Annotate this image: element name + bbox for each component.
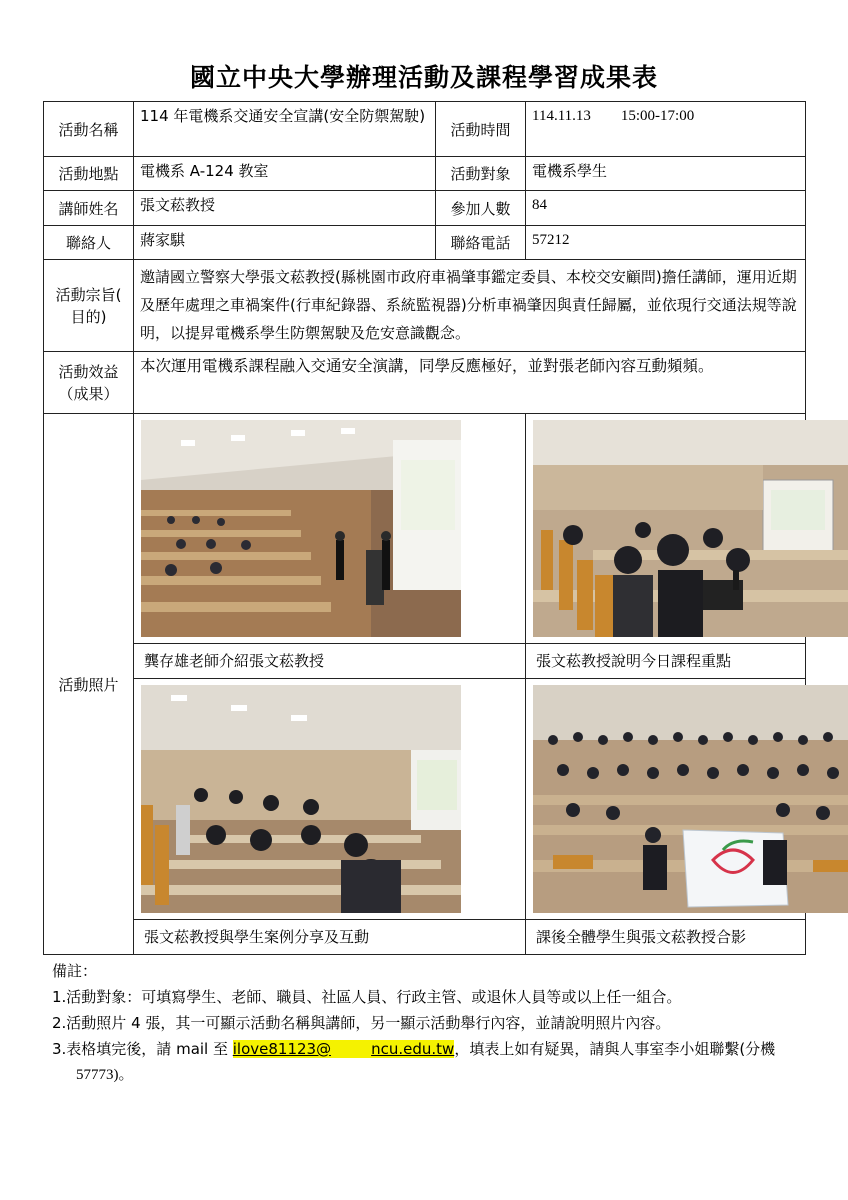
location-value: 電機系 A-124 教室 [134,157,436,191]
note-item-3-line2: 57773)。 [76,1067,134,1083]
contact-value: 蔣家騏 [134,226,436,260]
photo-3 [141,685,461,913]
note-item-3 [52,1036,812,1062]
results-form-table [43,101,806,955]
lecturer-value: 張文菘教授 [134,191,436,226]
location-label: 活動地點 [44,157,134,191]
activity-time-value: 114.11.13 15:00-17:00 [526,102,806,157]
benefit-label-line2: （成果） [58,384,119,403]
photo-cell-1 [134,414,526,679]
lecture-hall-photo-2 [533,420,848,637]
benefit-value: 本次運用電機系課程融入交通安全演講，同學反應極好，並對張老師內容互動頻頻。 [134,352,806,414]
purpose-label [44,260,134,352]
purpose-label-line1: 活動宗旨( [55,285,122,304]
participants-label: 參加人數 [436,191,526,226]
note-item-3-suffix: ，填表上如有疑異，請與人事室李小姐聯繫(分機 [454,1040,776,1058]
photo-2 [533,420,848,637]
lecturer-label: 講師姓名 [44,191,134,226]
benefit-label-line1: 活動效益 [58,362,119,381]
benefit-label [44,352,134,414]
photo-1 [141,420,461,637]
activity-name-value: 114 年電機系交通安全宣講(安全防禦駕駛) [134,102,436,157]
note-item-2: 2.活動照片 4 張，其一可顯示活動名稱與講師，另一顯示活動舉行內容，並請說明照片內容。 [52,1014,671,1032]
photo-4-caption: 課後全體學生與張文菘教授合影 [526,919,805,954]
contact-label: 聯絡人 [44,226,134,260]
phone-label: 聯絡電話 [436,226,526,260]
photo-2-caption: 張文菘教授說明今日課程重點 [526,643,805,678]
email-link-user[interactable]: ilove81123@ [232,1040,332,1058]
note-item-3-prefix: 3.表格填完後，請 mail 至 [52,1040,233,1058]
photo-4 [533,685,848,913]
group-photo [533,685,848,913]
photo-cell-3 [134,679,526,955]
activity-time-label: 活動時間 [436,102,526,157]
photo-cell-2 [526,414,806,679]
audience-value: 電機系學生 [526,157,806,191]
photo-3-caption: 張文菘教授與學生案例分享及互動 [134,919,525,954]
notes-section [52,958,812,1088]
email-link-domain[interactable]: ncu.edu.tw [331,1040,454,1058]
note-item-1: 1.活動對象：可填寫學生、老師、職員、社區人員、行政主管、或退休人員等或以上任一組合。 [52,988,682,1006]
purpose-label-line2: 目的) [70,307,107,326]
photo-1-caption: 龔存雄老師介紹張文菘教授 [134,643,525,678]
lecture-hall-photo-3 [141,685,461,913]
activity-name-label: 活動名稱 [44,102,134,157]
phone-value: 57212 [526,226,806,260]
purpose-value: 邀請國立警察大學張文菘教授(縣桃園市政府車禍肇事鑑定委員、本校交安顧問)擔任講師，運用近期及歷年處理之車禍案件(行車紀錄器、系統監視器)分析車禍肇因與責任歸屬，並依現行交通法規等說明，以提昇電機系學生防禦駕駛及危安意識觀念。 [134,260,806,352]
photo-cell-4 [526,679,806,955]
lecture-hall-photo-1 [141,420,461,637]
notes-heading: 備註： [52,962,98,980]
photos-label: 活動照片 [44,414,134,955]
participants-value: 84 [526,191,806,226]
audience-label: 活動對象 [436,157,526,191]
page-title: 國立中央大學辦理活動及課程學習成果表 [189,63,658,92]
